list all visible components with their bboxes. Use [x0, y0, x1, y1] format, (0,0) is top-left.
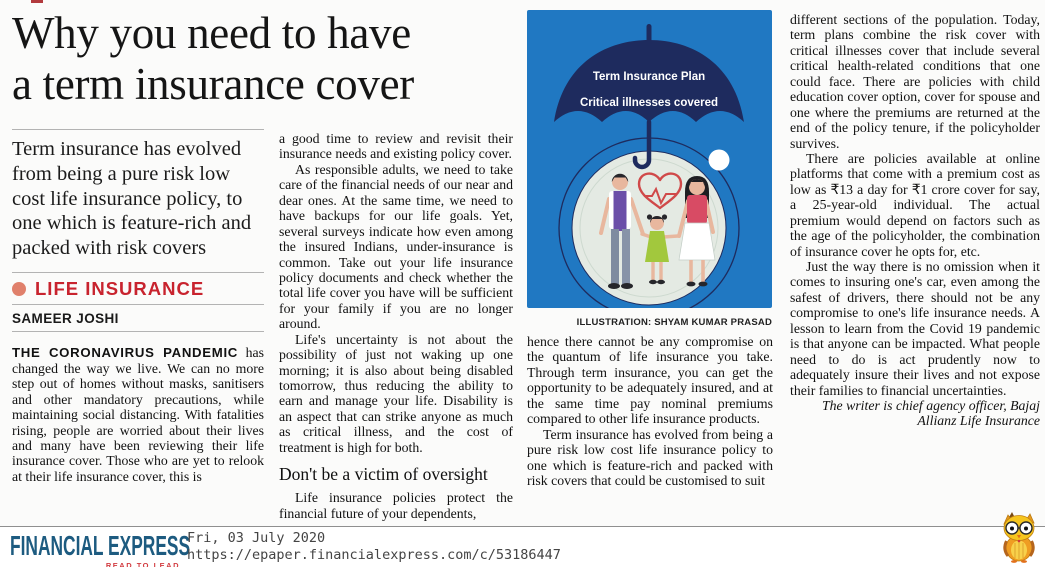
- headline-line-1: Why you need to have: [12, 8, 411, 58]
- column-4: [790, 12, 1040, 429]
- logo-tagline: READ TO LEAD: [105, 561, 180, 567]
- paragraph: Just the way there is no omission when it comes to insuring one's car, even among the safest of drivers, there should not be any compromise to one's life insurance needs. A lesson to learn from the Covid 19 pandemic is that anyone can be impacted. What people need to do is act prudently now to adequately insure their lives and not expose their families to financial uncertainties.: [790, 259, 1040, 398]
- column-1: [12, 129, 264, 484]
- paragraph: [12, 345, 264, 484]
- footer-bar: [0, 526, 1045, 567]
- illustration-credit: ILLUSTRATION: SHYAM KUMAR PRASAD: [576, 317, 772, 328]
- paragraph: As responsible adults, we need to take care of the financial needs of our near and dear ones. At the same time, we need to have backups for our life goals. Yet, several surveys indicate how even among the insured Indians, under-insurance is common. Take out your life insurance policy documents and check whether the total life cover you have will be sufficient for your family if you are no longer around.: [279, 161, 513, 332]
- paragraph: Life's uncertainty is not about the possibility of just not waking up one morning; it is also about being disabled tomorrow, thus reducing the ability to earn and manage your life. Disability is an aspect that can strike anyone as much as critical illness, and the cost of treatment is high for both.: [279, 331, 513, 455]
- lead-in: THE CORONAVIRUS PANDEMIC: [12, 344, 239, 360]
- umbrella-label-2: Critical illnesses covered: [579, 97, 719, 109]
- section-label: LIFE INSURANCE: [35, 277, 205, 299]
- column-2: [279, 131, 513, 521]
- body-copy-col1: [12, 345, 264, 484]
- section-label-row: [12, 272, 264, 305]
- paragraph: different sections of the population. Today, term plans combine the risk cover with critical illnesses cover that include several critical health-related conditions that one could face. There are policies with child education cover option, cover for spouse and one where the premiums are returned at the end of the policy tenure, if the policyholder survives.: [790, 12, 1040, 151]
- clip-date: Fri, 03 July 2020: [187, 530, 326, 546]
- paragraph: There are policies available at online platforms that come with a premium cost as low as ₹13 a day for ₹1 crore cover for say, a 25-year-old individual. The actual premium would depend on factors such as the age of the policyholder, the combination of insurance cover he opts for, etc.: [790, 150, 1040, 259]
- owl-mascot-icon: [996, 511, 1042, 563]
- writer-credit: The writer is chief agency officer, Bajaj Allianz Life Insurance: [821, 397, 1040, 429]
- column-3: [527, 334, 773, 488]
- illustration-block: [527, 10, 772, 328]
- byline: SAMEER JOSHI: [12, 305, 264, 332]
- logo-text: FINANCIAL EXPRESS: [10, 530, 191, 561]
- article-headline: [12, 8, 518, 110]
- umbrella-label-1: Term Insurance Plan: [592, 71, 706, 83]
- clip-meta: [187, 530, 561, 564]
- paragraph: a good time to review and revisit their insurance needs and existing policy cover.: [279, 131, 513, 162]
- financial-express-logo: [10, 530, 191, 567]
- clip-url[interactable]: https://epaper.financialexpress.com/c/53186447: [187, 546, 561, 563]
- circle-bullet-icon: [12, 282, 26, 296]
- standfirst: Term insurance has evolved from being a pure risk low cost life insurance policy, to one which is feature-rich and packed with risk covers: [12, 138, 252, 260]
- headline-line-2: a term insurance cover: [12, 59, 414, 109]
- paragraph: Term insurance has evolved from being a pure risk low cost life insurance policy to one which is feature-rich and packed with risk covers that could be customised to suit: [527, 426, 773, 488]
- paragraph: hence there cannot be any compromise on the quantum of life insurance you take. Through term insurance, you can get the opportunity to be adequately insured, and at the same time pay nominal premiums compared to other life insurance products.: [527, 334, 773, 427]
- insurance-illustration: [527, 10, 772, 308]
- paragraph: Life insurance policies protect the financial future of your dependents,: [279, 490, 513, 521]
- crop-mark: [31, 0, 43, 3]
- subheading: Don't be a victim of oversight: [279, 464, 488, 485]
- paragraph-text: has changed the way we live. We can no more step out of homes without masks, sanitisers and other mandatory precautions, while maintaining social distancing. With fatalities rising, people are worried about their lives and many have been reviewing their life insurance cover. Those who are yet to relook at their life insurance cover, this is: [12, 344, 264, 484]
